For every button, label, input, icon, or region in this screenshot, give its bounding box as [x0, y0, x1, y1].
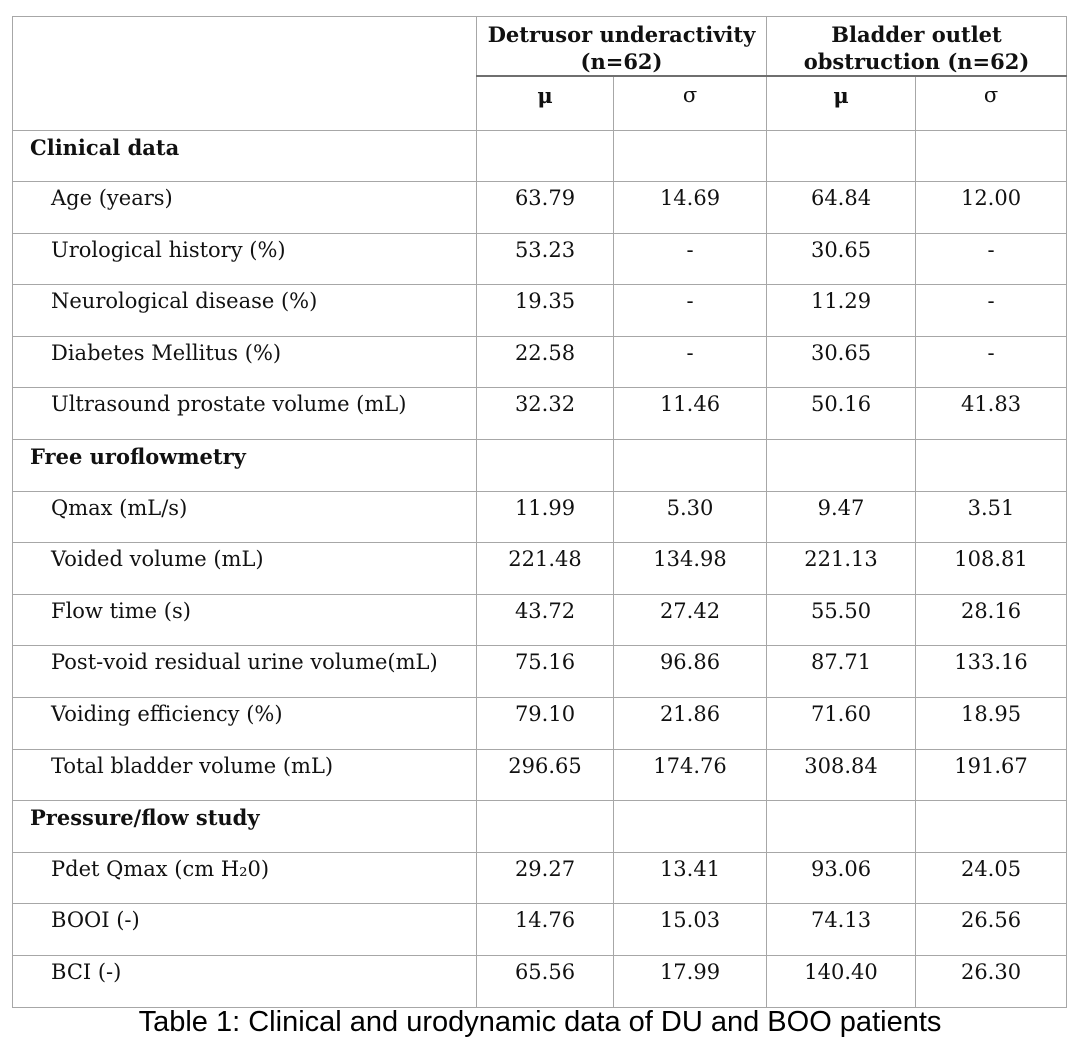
du-sd-cell: 21.86 [614, 698, 767, 750]
du-mean-cell: 11.99 [477, 491, 614, 543]
empty-cell [767, 130, 916, 182]
empty-cell [767, 801, 916, 853]
table-row [13, 491, 1067, 543]
boo-sd-cell: 41.83 [916, 388, 1067, 440]
sd-header-du: σ [614, 76, 767, 130]
group-header-du: Detrusor underactivity (n=62) [477, 17, 767, 77]
row-label: Pdet Qmax (cm H₂0) [13, 852, 477, 904]
du-mean-cell: 75.16 [477, 646, 614, 698]
table-row [13, 956, 1067, 1008]
row-label: Qmax (mL/s) [13, 491, 477, 543]
boo-mean-cell: 30.65 [767, 336, 916, 388]
table-row [13, 852, 1067, 904]
table-row [13, 285, 1067, 337]
du-sd-cell: - [614, 233, 767, 285]
du-sd-cell: 5.30 [614, 491, 767, 543]
row-label: Diabetes Mellitus (%) [13, 336, 477, 388]
boo-mean-cell: 55.50 [767, 594, 916, 646]
boo-sd-cell: 108.81 [916, 543, 1067, 595]
empty-cell [477, 440, 614, 492]
urodynamic-data-table [12, 16, 1067, 1008]
boo-mean-cell: 9.47 [767, 491, 916, 543]
corner-cell [13, 17, 477, 131]
du-sd-cell: - [614, 285, 767, 337]
boo-sd-cell: 26.30 [916, 956, 1067, 1008]
empty-cell [916, 130, 1067, 182]
section-title: Free uroflowmetry [13, 440, 477, 492]
du-sd-cell: 96.86 [614, 646, 767, 698]
table-row [13, 543, 1067, 595]
table-row [13, 698, 1067, 750]
boo-sd-cell: 133.16 [916, 646, 1067, 698]
row-label: BOOI (-) [13, 904, 477, 956]
boo-sd-cell: 191.67 [916, 749, 1067, 801]
section-title: Pressure/flow study [13, 801, 477, 853]
group-header-row [13, 17, 1067, 77]
boo-sd-cell: 28.16 [916, 594, 1067, 646]
boo-mean-cell: 74.13 [767, 904, 916, 956]
empty-cell [477, 130, 614, 182]
empty-cell [614, 801, 767, 853]
boo-mean-cell: 50.16 [767, 388, 916, 440]
row-label: Total bladder volume (mL) [13, 749, 477, 801]
boo-sd-cell: 12.00 [916, 182, 1067, 234]
table-caption: Table 1: Clinical and urodynamic data of DU and BOO patients [138, 1006, 942, 1038]
du-mean-cell: 79.10 [477, 698, 614, 750]
du-mean-cell: 32.32 [477, 388, 614, 440]
empty-cell [614, 130, 767, 182]
boo-mean-cell: 140.40 [767, 956, 916, 1008]
boo-mean-cell: 11.29 [767, 285, 916, 337]
empty-cell [916, 801, 1067, 853]
row-label: Voided volume (mL) [13, 543, 477, 595]
du-mean-cell: 43.72 [477, 594, 614, 646]
table-row [13, 388, 1067, 440]
boo-mean-cell: 308.84 [767, 749, 916, 801]
boo-mean-cell: 87.71 [767, 646, 916, 698]
du-sd-cell: 17.99 [614, 956, 767, 1008]
du-mean-cell: 221.48 [477, 543, 614, 595]
du-mean-cell: 22.58 [477, 336, 614, 388]
mean-header-boo: μ [767, 76, 916, 130]
table-row [13, 749, 1067, 801]
boo-mean-cell: 64.84 [767, 182, 916, 234]
row-label: Age (years) [13, 182, 477, 234]
row-label: Voiding efficiency (%) [13, 698, 477, 750]
du-sd-cell: 13.41 [614, 852, 767, 904]
table-row [13, 904, 1067, 956]
boo-sd-cell: 24.05 [916, 852, 1067, 904]
mean-header-du: μ [477, 76, 614, 130]
empty-cell [767, 440, 916, 492]
du-sd-cell: 15.03 [614, 904, 767, 956]
du-sd-cell: 174.76 [614, 749, 767, 801]
du-sd-cell: - [614, 336, 767, 388]
boo-mean-cell: 71.60 [767, 698, 916, 750]
du-mean-cell: 53.23 [477, 233, 614, 285]
boo-sd-cell: - [916, 233, 1067, 285]
row-label: Urological history (%) [13, 233, 477, 285]
section-title: Clinical data [13, 130, 477, 182]
du-mean-cell: 14.76 [477, 904, 614, 956]
boo-mean-cell: 221.13 [767, 543, 916, 595]
table-row [13, 646, 1067, 698]
empty-cell [916, 440, 1067, 492]
table-row [13, 233, 1067, 285]
du-sd-cell: 11.46 [614, 388, 767, 440]
row-label: Ultrasound prostate volume (mL) [13, 388, 477, 440]
row-label: BCI (-) [13, 956, 477, 1008]
boo-sd-cell: - [916, 336, 1067, 388]
section-header-row [13, 440, 1067, 492]
du-sd-cell: 134.98 [614, 543, 767, 595]
row-label: Neurological disease (%) [13, 285, 477, 337]
du-mean-cell: 296.65 [477, 749, 614, 801]
empty-cell [614, 440, 767, 492]
boo-sd-cell: 26.56 [916, 904, 1067, 956]
boo-mean-cell: 93.06 [767, 852, 916, 904]
boo-mean-cell: 30.65 [767, 233, 916, 285]
table-row [13, 594, 1067, 646]
boo-sd-cell: 3.51 [916, 491, 1067, 543]
du-mean-cell: 63.79 [477, 182, 614, 234]
du-sd-cell: 14.69 [614, 182, 767, 234]
boo-sd-cell: 18.95 [916, 698, 1067, 750]
empty-cell [477, 801, 614, 853]
table-row [13, 336, 1067, 388]
du-mean-cell: 29.27 [477, 852, 614, 904]
group-header-boo: Bladder outlet obstruction (n=62) [767, 17, 1067, 77]
du-sd-cell: 27.42 [614, 594, 767, 646]
sd-header-boo: σ [916, 76, 1067, 130]
table-row [13, 182, 1067, 234]
du-mean-cell: 65.56 [477, 956, 614, 1008]
section-header-row [13, 801, 1067, 853]
row-label: Post-void residual urine volume(mL) [13, 646, 477, 698]
du-mean-cell: 19.35 [477, 285, 614, 337]
section-header-row [13, 130, 1067, 182]
boo-sd-cell: - [916, 285, 1067, 337]
row-label: Flow time (s) [13, 594, 477, 646]
